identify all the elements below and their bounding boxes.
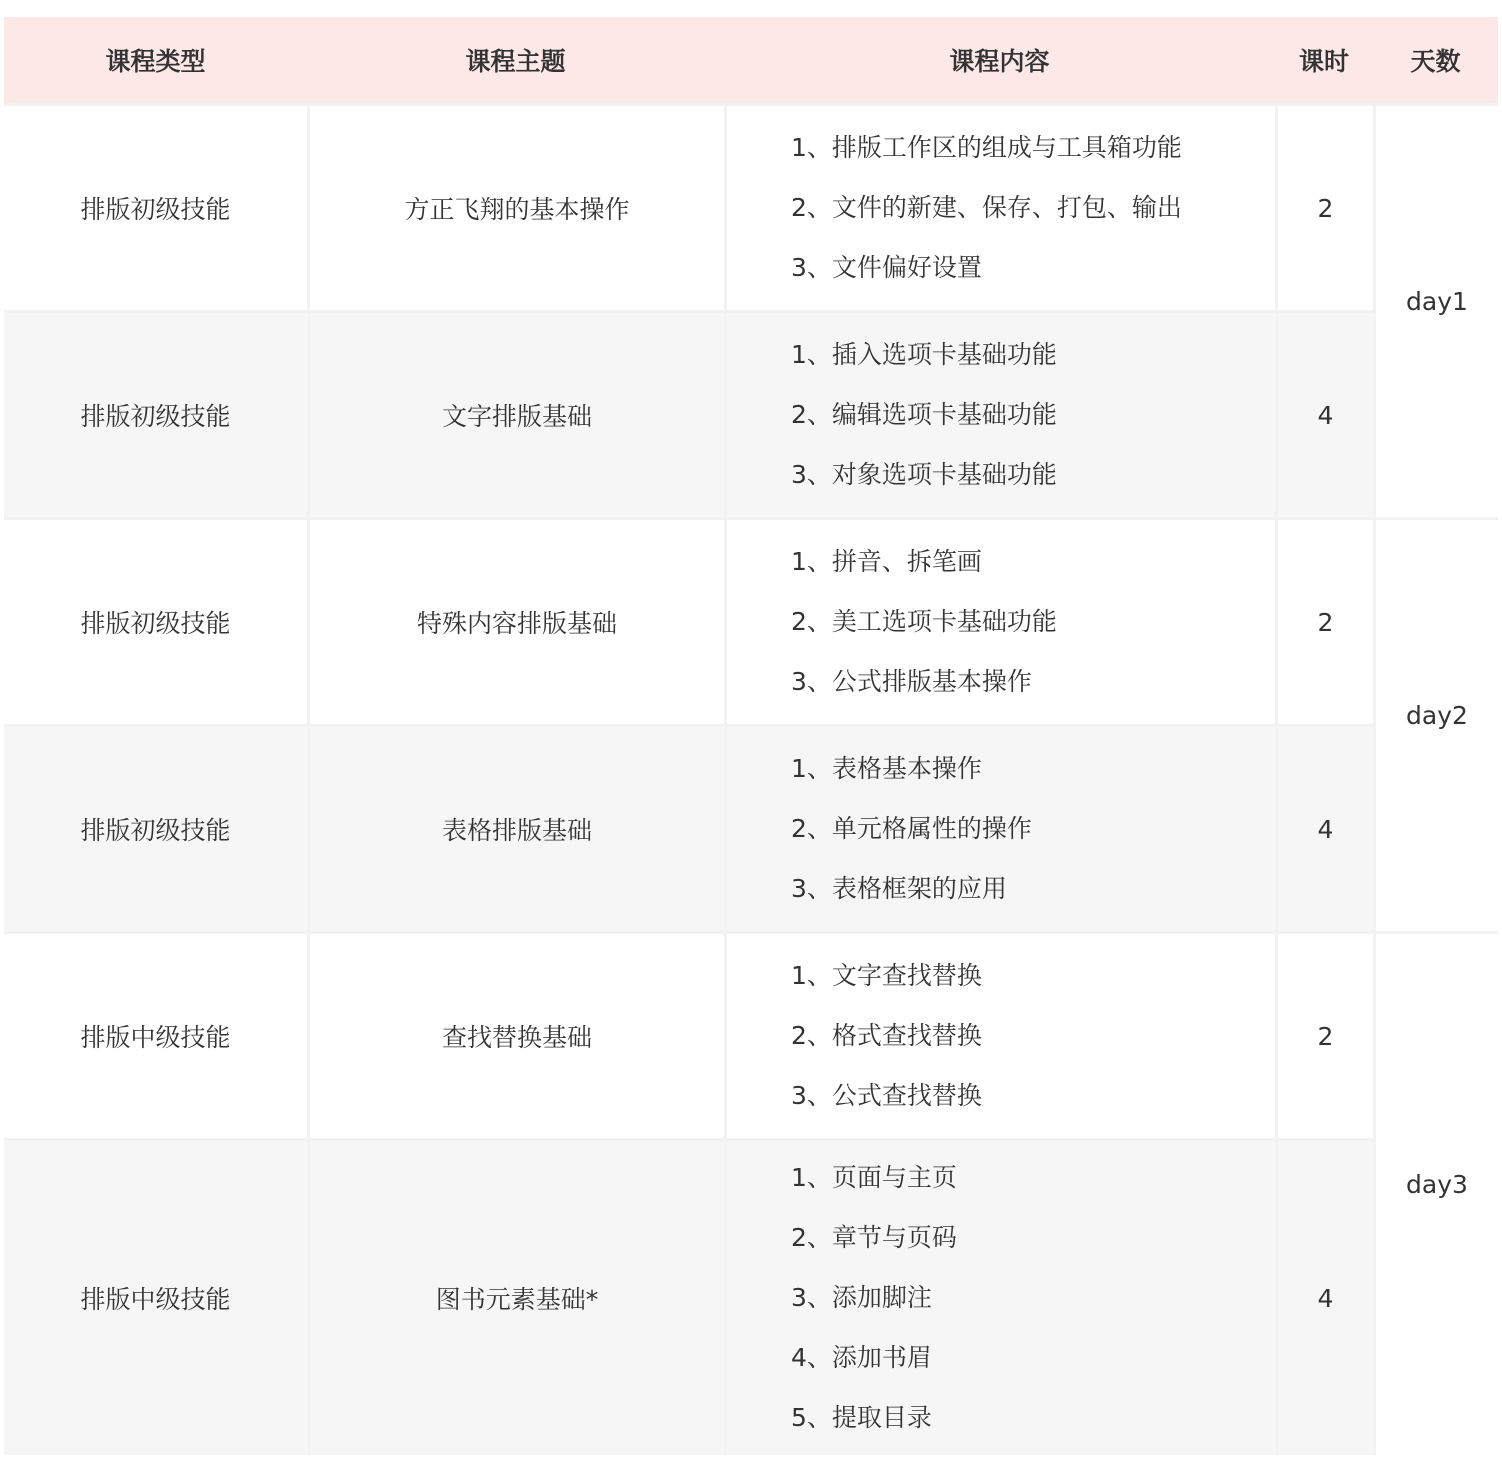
content-item: 1、文字查找替换 [791,961,982,990]
content-list [727,325,1275,505]
day-cell: day2 [1373,517,1498,931]
class-hours-cell: 2 [1275,517,1373,724]
course-content-cell [724,103,1275,310]
day-cell: day3 [1373,931,1498,1455]
content-list [727,532,1275,712]
table-row [4,310,1498,517]
class-hours-cell: 2 [1275,103,1373,310]
header-class-hours: 课时 [1275,17,1373,103]
content-item: 5、提取目录 [791,1403,932,1432]
content-item: 3、表格框架的应用 [791,874,1007,903]
content-item: 2、文件的新建、保存、打包、输出 [791,193,1182,222]
content-item: 2、章节与页码 [791,1223,957,1252]
content-item: 1、排版工作区的组成与工具箱功能 [791,133,1182,162]
table-row [4,724,1498,931]
content-item: 4、添加书眉 [791,1343,932,1372]
content-item: 2、美工选项卡基础功能 [791,607,1057,636]
course-type-cell: 排版初级技能 [4,103,307,310]
class-hours-cell: 2 [1275,931,1373,1138]
course-type-cell: 排版初级技能 [4,310,307,517]
course-type-cell: 排版初级技能 [4,517,307,724]
header-course-content: 课程内容 [724,17,1275,103]
content-list [727,739,1275,919]
course-topic-cell: 表格排版基础 [307,724,724,931]
class-hours-cell: 4 [1275,724,1373,931]
table-row [4,1138,1498,1455]
course-topic-cell: 文字排版基础 [307,310,724,517]
content-item: 2、编辑选项卡基础功能 [791,400,1057,429]
course-content-cell [724,517,1275,724]
course-topic-cell: 图书元素基础* [307,1138,724,1455]
course-type-cell: 排版中级技能 [4,931,307,1138]
header-course-type: 课程类型 [4,17,307,103]
table-row [4,931,1498,1138]
course-topic-cell: 查找替换基础 [307,931,724,1138]
content-list [727,118,1275,298]
course-topic-cell: 方正飞翔的基本操作 [307,103,724,310]
content-list [727,946,1275,1126]
table-header-row [4,17,1498,103]
content-item: 3、文件偏好设置 [791,253,982,282]
content-list [727,1148,1275,1448]
content-item: 1、表格基本操作 [791,754,982,783]
table-row [4,103,1498,310]
header-days: 天数 [1373,17,1498,103]
course-content-cell [724,931,1275,1138]
course-schedule-table [4,17,1498,1455]
content-item: 1、插入选项卡基础功能 [791,340,1057,369]
course-content-cell [724,1138,1275,1455]
header-course-topic: 课程主题 [307,17,724,103]
course-topic-cell: 特殊内容排版基础 [307,517,724,724]
content-item: 1、页面与主页 [791,1163,957,1192]
course-content-cell [724,310,1275,517]
content-item: 2、格式查找替换 [791,1021,982,1050]
class-hours-cell: 4 [1275,310,1373,517]
content-item: 1、拼音、拆笔画 [791,547,982,576]
content-item: 3、对象选项卡基础功能 [791,460,1057,489]
course-type-cell: 排版中级技能 [4,1138,307,1455]
content-item: 3、添加脚注 [791,1283,932,1312]
content-item: 2、单元格属性的操作 [791,814,1032,843]
content-item: 3、公式排版基本操作 [791,667,1032,696]
day-cell: day1 [1373,103,1498,517]
course-content-cell [724,724,1275,931]
content-item: 3、公式查找替换 [791,1081,982,1110]
class-hours-cell: 4 [1275,1138,1373,1455]
course-type-cell: 排版初级技能 [4,724,307,931]
table-row [4,517,1498,724]
